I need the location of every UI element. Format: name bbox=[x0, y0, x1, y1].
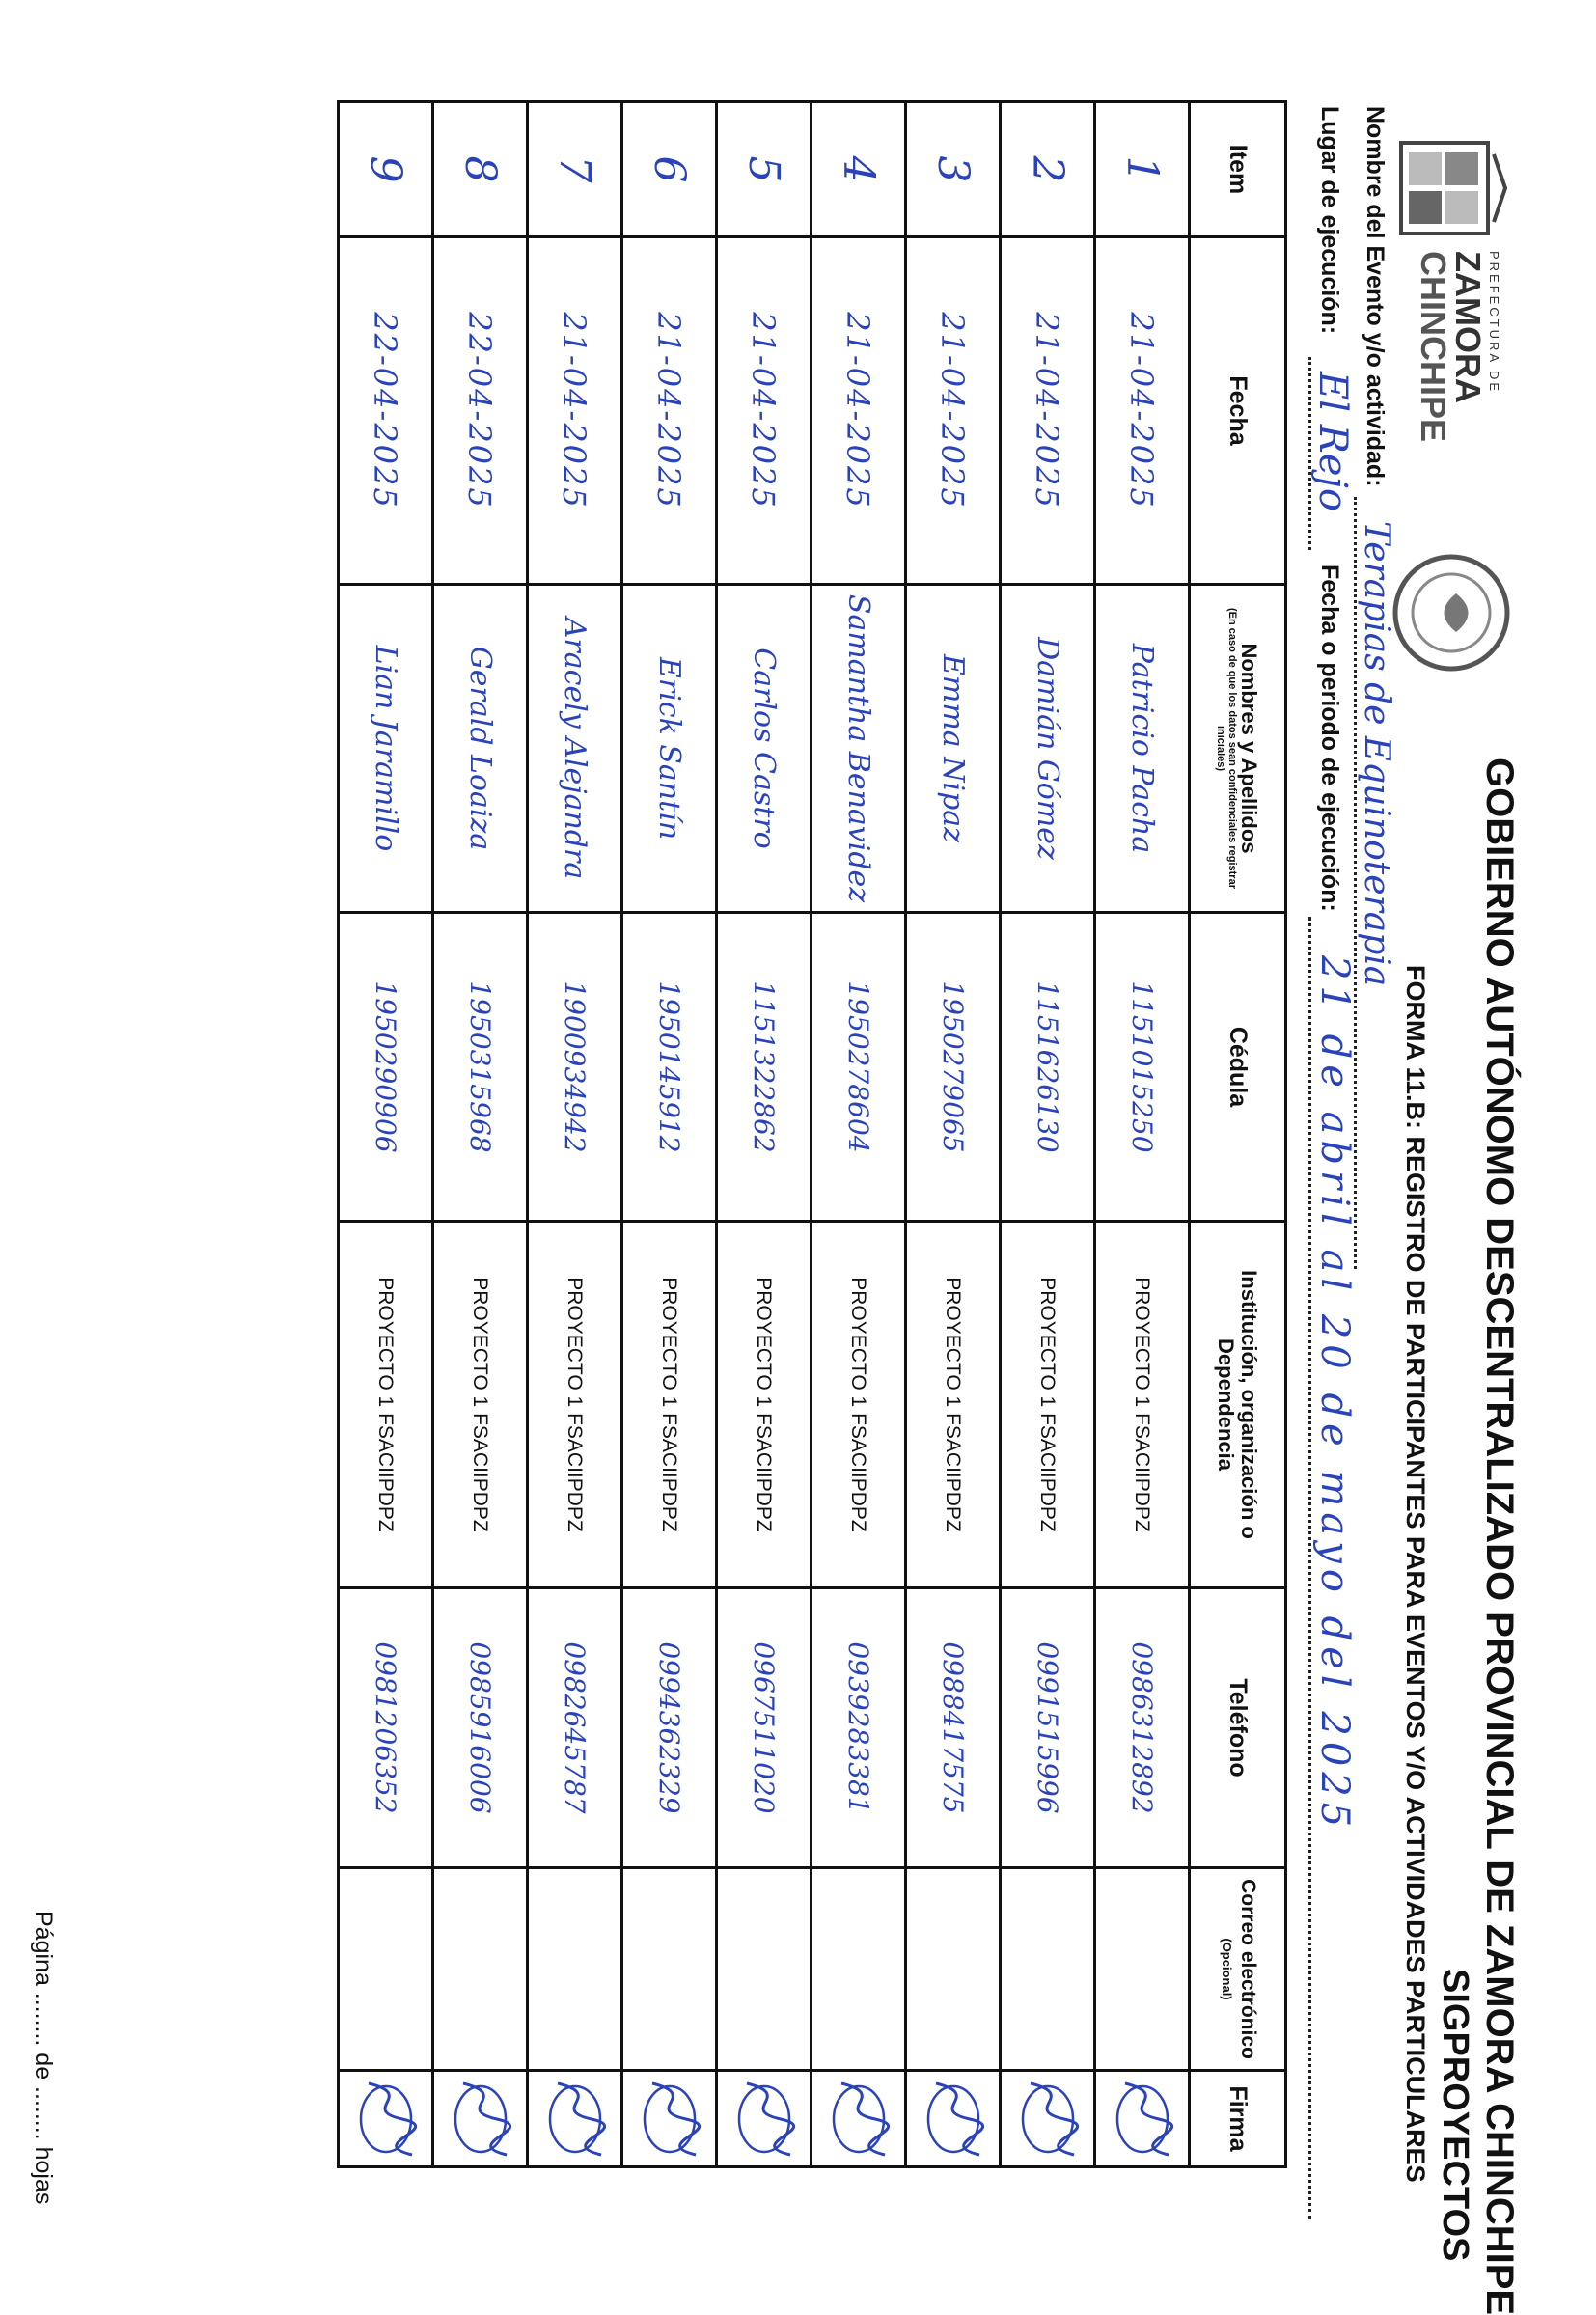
gad-seal-icon bbox=[1389, 550, 1514, 675]
logo-line-2: ZAMORA bbox=[1448, 251, 1488, 403]
cell-nombre: Lian Jaramillo bbox=[339, 585, 433, 913]
logo-line-3: CHINCHIPE bbox=[1414, 251, 1453, 443]
cell-cedula: 1151626130 bbox=[1001, 913, 1095, 1222]
cell-correo bbox=[812, 1868, 906, 2071]
cell-item: 3 bbox=[906, 102, 1001, 237]
cell-correo bbox=[528, 1868, 622, 2071]
cell-telefono: 0981206352 bbox=[339, 1588, 433, 1868]
cell-cedula: 1950315968 bbox=[433, 913, 528, 1222]
cell-item: 4 bbox=[812, 102, 906, 237]
signature-cell bbox=[906, 2071, 1001, 2167]
coat-of-arms-icon bbox=[1391, 135, 1507, 241]
signature-scribble-icon bbox=[728, 2076, 805, 2163]
cell-institucion: PROYECTO 1 FSACIIPDPZ bbox=[1001, 1222, 1095, 1588]
cell-telefono: 0985916006 bbox=[433, 1588, 528, 1868]
cell-telefono: 0991515996 bbox=[1001, 1588, 1095, 1868]
cell-correo bbox=[1001, 1868, 1095, 2071]
cell-nombre: Gerald Loaiza bbox=[433, 585, 528, 913]
page-counter: Página ........ de ........ hojas bbox=[30, 1911, 57, 2205]
cell-item: 1 bbox=[1095, 102, 1190, 237]
event-place-label: Lugar de ejecución: bbox=[1316, 106, 1343, 335]
signature-scribble-icon bbox=[349, 2076, 427, 2163]
event-name-value: Terapias de Equinoterapia bbox=[1357, 521, 1396, 987]
cell-fecha: 21-04-2025 bbox=[528, 237, 622, 585]
cell-fecha: 21-04-2025 bbox=[622, 237, 717, 585]
event-date-label: Fecha o periodo de ejecución: bbox=[1316, 565, 1343, 912]
cell-item: 5 bbox=[717, 102, 812, 237]
col-firma: Firma bbox=[1190, 2071, 1286, 2167]
signature-cell bbox=[622, 2071, 717, 2167]
cell-nombre: Erick Santín bbox=[622, 585, 717, 913]
col-institucion: Institución, organización o Dependencia bbox=[1190, 1222, 1286, 1588]
cell-institucion: PROYECTO 1 FSACIIPDPZ bbox=[1095, 1222, 1190, 1588]
signature-scribble-icon bbox=[633, 2076, 710, 2163]
cell-item: 8 bbox=[433, 102, 528, 237]
col-correo bbox=[1190, 1868, 1286, 2071]
form-title: FORMA 11.B: REGISTRO DE PARTICIPANTES PARA EVENTOS Y/O ACTIVIDADES PARTICULARES bbox=[1401, 965, 1430, 2183]
cell-cedula: 1950290906 bbox=[339, 913, 433, 1222]
col-nombres-note: (En caso de que los datos sean confidenciales registrar iniciales) bbox=[1215, 608, 1238, 889]
table-body bbox=[339, 102, 1190, 2167]
table-row bbox=[717, 102, 812, 2167]
col-correo-label: Correo electrónico bbox=[1237, 1879, 1260, 2059]
table-row bbox=[528, 102, 622, 2167]
cell-fecha: 21-04-2025 bbox=[906, 237, 1001, 585]
signature-scribble-icon bbox=[822, 2076, 899, 2163]
col-fecha: Fecha bbox=[1190, 237, 1286, 585]
cell-nombre: Emma Nipaz bbox=[906, 585, 1001, 913]
cell-cedula: 1950279065 bbox=[906, 913, 1001, 1222]
cell-item: 7 bbox=[528, 102, 622, 237]
event-date-dots bbox=[1308, 917, 1311, 2219]
prefectura-logo bbox=[1391, 135, 1507, 492]
cell-telefono: 0939283381 bbox=[812, 1588, 906, 1868]
cell-institucion: PROYECTO 1 FSACIIPDPZ bbox=[433, 1222, 528, 1588]
col-correo-note: (Opcional) bbox=[1220, 1938, 1235, 2000]
signature-cell bbox=[717, 2071, 812, 2167]
cell-institucion: PROYECTO 1 FSACIIPDPZ bbox=[717, 1222, 812, 1588]
signature-scribble-icon bbox=[444, 2076, 521, 2163]
table-row bbox=[1095, 102, 1190, 2167]
cell-fecha: 22-04-2025 bbox=[339, 237, 433, 585]
cell-item: 9 bbox=[339, 102, 433, 237]
table-row bbox=[906, 102, 1001, 2167]
cell-telefono: 0994362329 bbox=[622, 1588, 717, 1868]
event-name-label: Nombre del Evento y/o actividad: bbox=[1362, 106, 1389, 487]
cell-institucion: PROYECTO 1 FSACIIPDPZ bbox=[622, 1222, 717, 1588]
signature-scribble-icon bbox=[1106, 2076, 1183, 2163]
col-nombres-label: Nombres y Apellidos bbox=[1237, 643, 1261, 854]
participants-table bbox=[337, 100, 1287, 2168]
signature-cell bbox=[528, 2071, 622, 2167]
cell-fecha: 21-04-2025 bbox=[1001, 237, 1095, 585]
cell-telefono: 0986312892 bbox=[1095, 1588, 1190, 1868]
cell-nombre: Samantha Benavidez bbox=[812, 585, 906, 913]
cell-correo bbox=[433, 1868, 528, 2071]
cell-institucion: PROYECTO 1 FSACIIPDPZ bbox=[339, 1222, 433, 1588]
table-row bbox=[1001, 102, 1095, 2167]
cell-correo bbox=[339, 1868, 433, 2071]
signature-scribble-icon bbox=[917, 2076, 994, 2163]
cell-nombre: Patricio Pacha bbox=[1095, 585, 1190, 913]
cell-item: 6 bbox=[622, 102, 717, 237]
cell-correo bbox=[906, 1868, 1001, 2071]
cell-fecha: 21-04-2025 bbox=[812, 237, 906, 585]
table-header-row bbox=[1190, 102, 1286, 2167]
cell-fecha: 22-04-2025 bbox=[433, 237, 528, 585]
cell-telefono: 0967511020 bbox=[717, 1588, 812, 1868]
signature-cell bbox=[433, 2071, 528, 2167]
table-row bbox=[339, 102, 433, 2167]
signature-cell bbox=[812, 2071, 906, 2167]
page-title: GOBIERNO AUTÓNOMO DESCENTRALIZADO PROVINCIAL DE ZAMORA CHINCHIPE bbox=[1478, 758, 1521, 2315]
cell-telefono: 0988417575 bbox=[906, 1588, 1001, 1868]
cell-institucion: PROYECTO 1 FSACIIPDPZ bbox=[906, 1222, 1001, 1588]
table-row bbox=[622, 102, 717, 2167]
cell-item: 2 bbox=[1001, 102, 1095, 237]
event-place-line bbox=[1299, 106, 1357, 2229]
table-row bbox=[812, 102, 906, 2167]
cell-cedula: 1151015250 bbox=[1095, 913, 1190, 1222]
col-telefono: Teléfono bbox=[1190, 1588, 1286, 1868]
cell-fecha: 21-04-2025 bbox=[1095, 237, 1190, 585]
col-nombres bbox=[1190, 585, 1286, 913]
cell-cedula: 1950278604 bbox=[812, 913, 906, 1222]
col-cedula: Cédula bbox=[1190, 913, 1286, 1222]
table-row bbox=[433, 102, 528, 2167]
signature-cell bbox=[1095, 2071, 1190, 2167]
signature-cell bbox=[339, 2071, 433, 2167]
cell-telefono: 0982645787 bbox=[528, 1588, 622, 1868]
signature-scribble-icon bbox=[1011, 2076, 1088, 2163]
cell-correo bbox=[622, 1868, 717, 2071]
cell-cedula: 1900934942 bbox=[528, 913, 622, 1222]
cell-cedula: 1151322862 bbox=[717, 913, 812, 1222]
cell-nombre: Aracely Alejandra bbox=[528, 585, 622, 913]
event-date-value: 21 de abril al 20 de mayo del 2025 bbox=[1312, 955, 1357, 1833]
signature-scribble-icon bbox=[538, 2076, 616, 2163]
cell-nombre: Carlos Castro bbox=[717, 585, 812, 913]
cell-correo bbox=[1095, 1868, 1190, 2071]
cell-correo bbox=[717, 1868, 812, 2071]
cell-institucion: PROYECTO 1 FSACIIPDPZ bbox=[528, 1222, 622, 1588]
page-subtitle: SIGPROYECTOS bbox=[1435, 1969, 1475, 2262]
cell-fecha: 21-04-2025 bbox=[717, 237, 812, 585]
cell-institucion: PROYECTO 1 FSACIIPDPZ bbox=[812, 1222, 906, 1588]
col-item: Item bbox=[1190, 102, 1286, 237]
logo-line-1: PREFECTURA DE bbox=[1487, 251, 1501, 395]
cell-cedula: 1950145912 bbox=[622, 913, 717, 1222]
event-place-value: El Rejo bbox=[1310, 372, 1355, 511]
cell-nombre: Damián Gómez bbox=[1001, 585, 1095, 913]
signature-cell bbox=[1001, 2071, 1095, 2167]
